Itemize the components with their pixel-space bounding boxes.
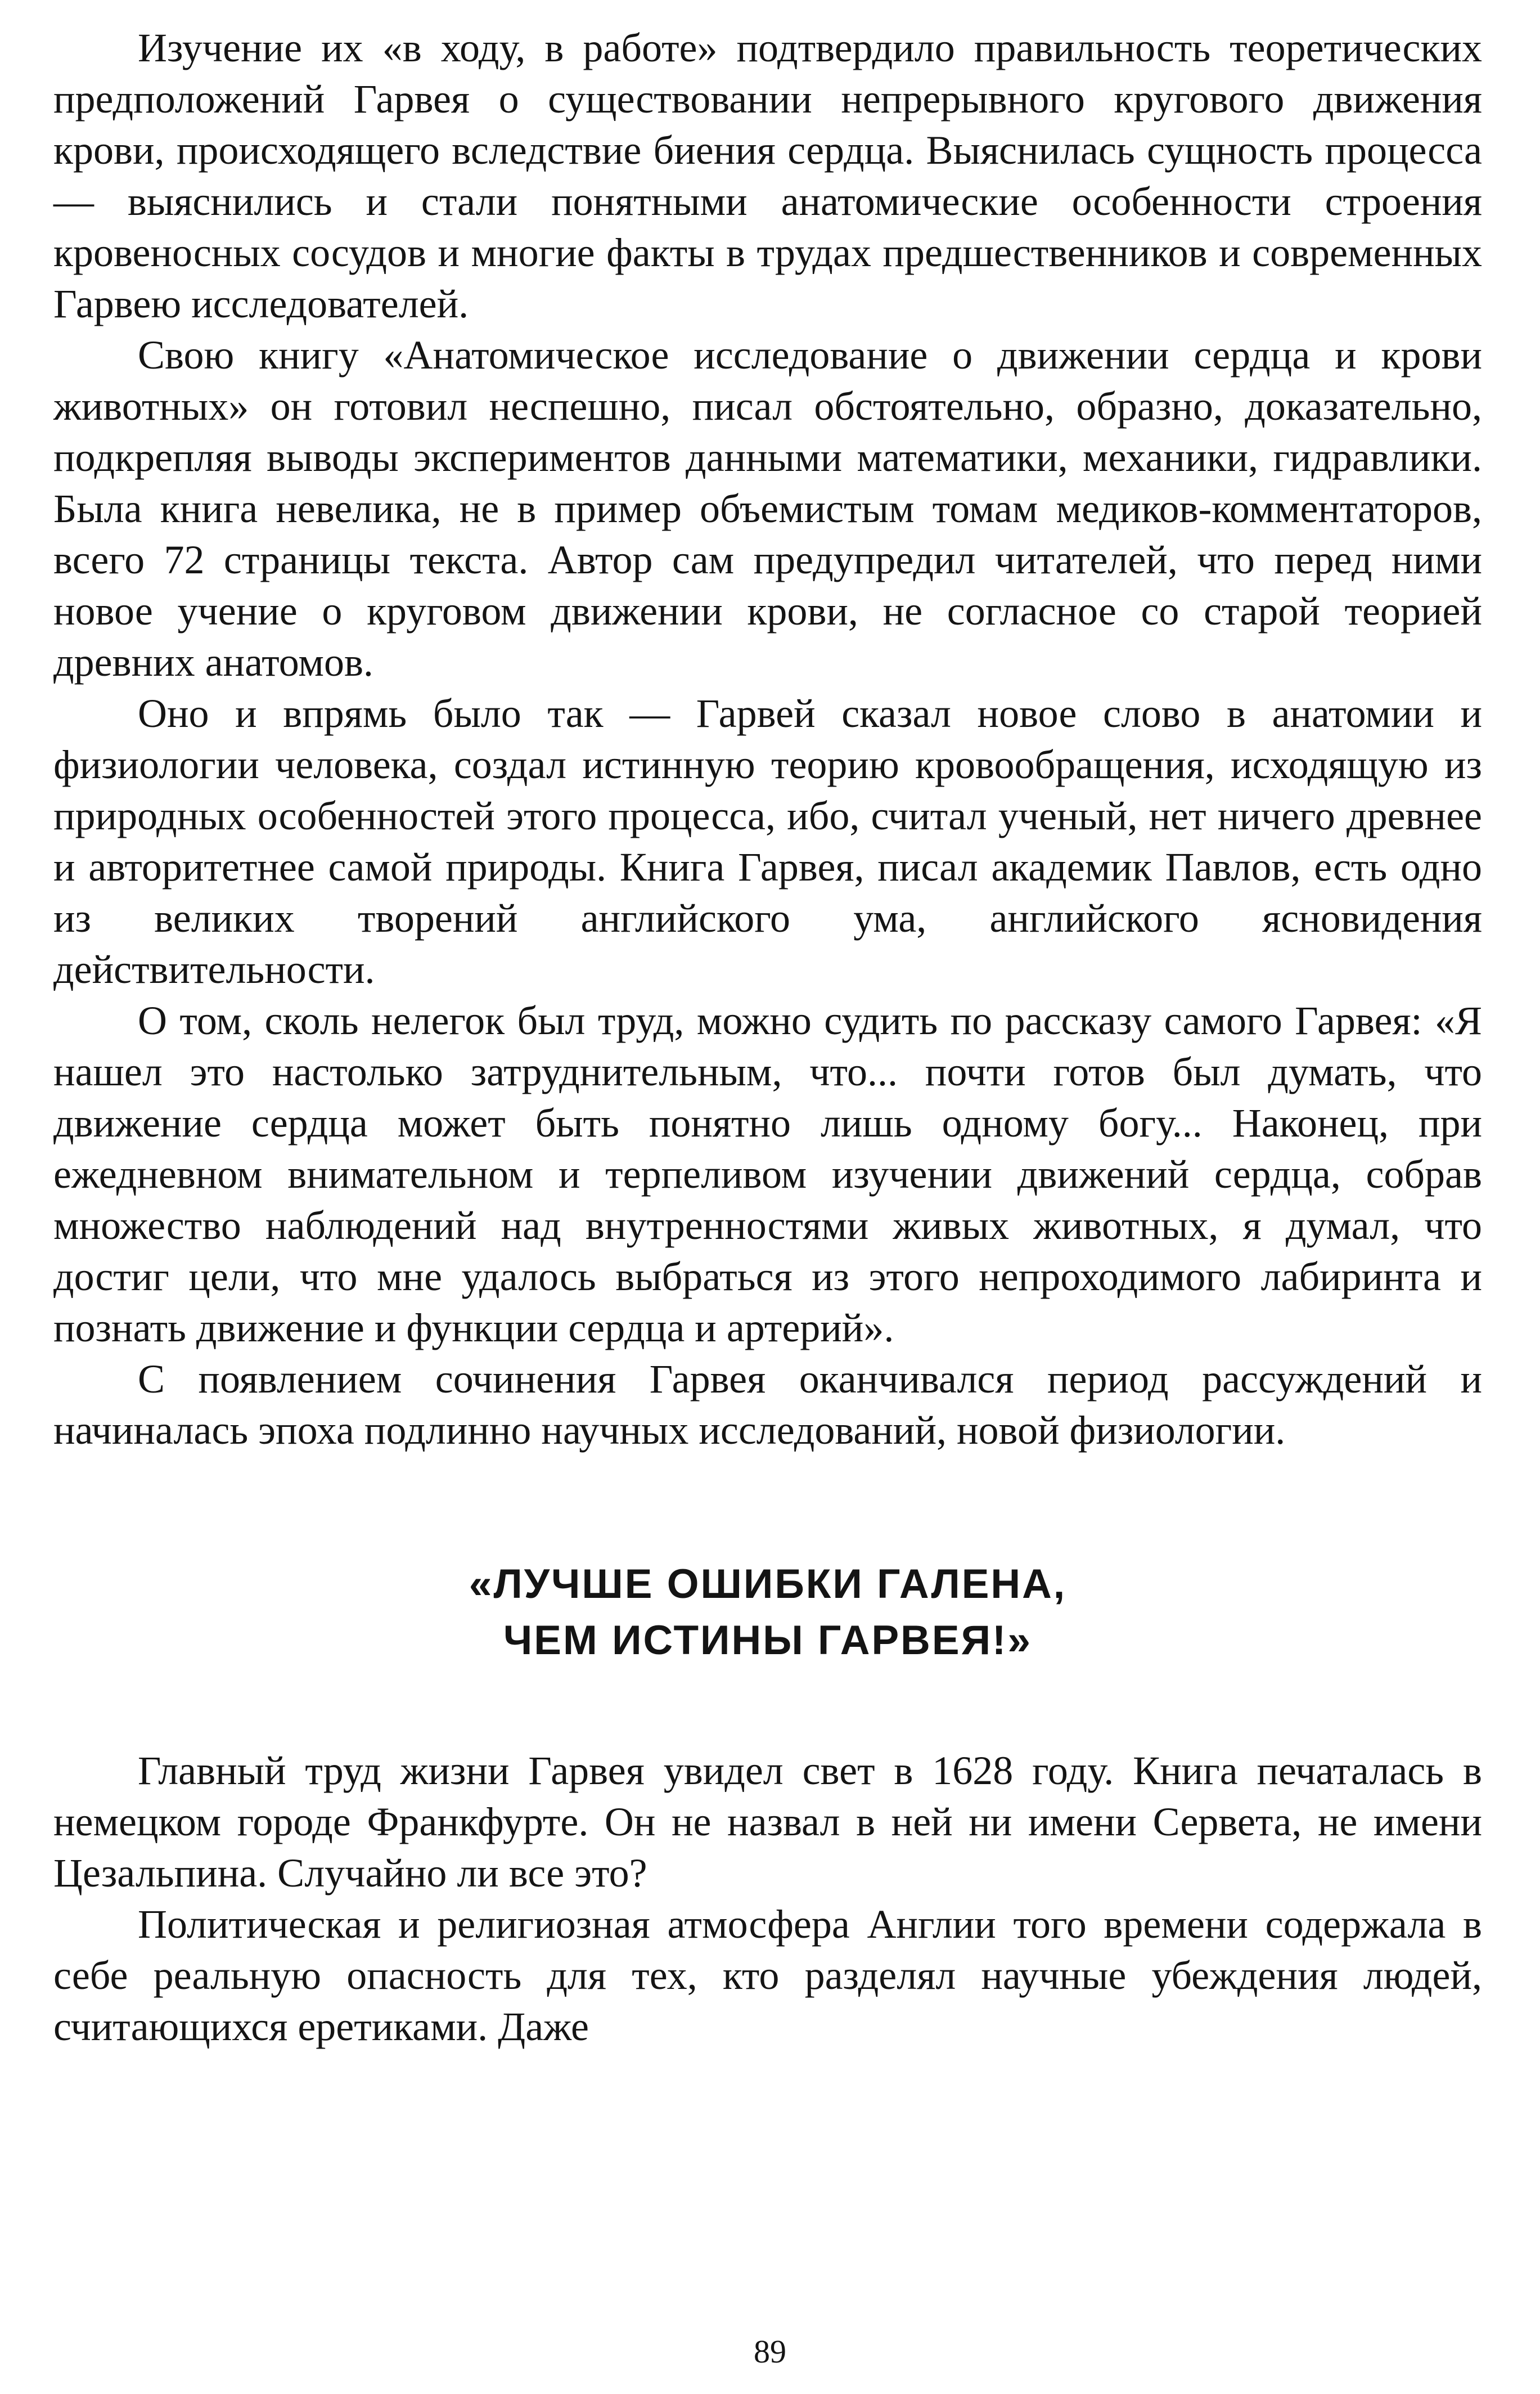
paragraph: Оно и впрямь было так — Гарвей сказал новое слово в анатомии и физиологии человека, создал истинную теорию кровообращения, исходящую из природных особенностей этого процесса, ибо, считал ученый, нет ничего древнее и авторитетнее самой природы. Книга Гарвея, писал академик Павлов, есть одно из великих творений английского ума, английского ясновидения действительности. <box>53 691 1482 992</box>
book-page <box>53 23 1482 2052</box>
paragraph: Свою книгу «Анатомическое исследование о движении сердца и крови животных» он готовил неспешно, писал обстоятельно, образно, доказательно, подкрепляя выводы экспериментов данными математики, механики, гидравлики. Была книга невелика, не в пример объемистым томам медиков-комментаторов, всего 72 страницы текста. Автор сам предупредил читателей, что перед ними новое учение о круговом движении крови, не согласное со старой теорией древних анатомов. <box>53 333 1482 685</box>
paragraph: Изучение их «в ходу, в работе» подтвердило правильность теоретических предположений Гарвея о существовании непрерывного кругового движения крови, происходящего вследствие биения сердца. Выяснилась сущность процесса — выяснились и стали понятными анатомические особенности строения кровеносных сосудов и многие факты в трудах предшественников и современных Гарвею исследователей. <box>53 25 1482 326</box>
page-number: 89 <box>754 2333 786 2370</box>
paragraph: Политическая и религиозная атмосфера Англии того времени содержала в себе реальную опасность для тех, кто разделял научные убеждения людей, считающихся еретиками. Даже <box>53 1902 1482 2049</box>
section-heading-line: ЧЕМ ИСТИНЫ ГАРВЕЯ!» <box>503 1618 1032 1663</box>
paragraph: С появлением сочинения Гарвея оканчивался период рассуждений и начиналась эпоха подлинно научных исследований, новой физиологии. <box>53 1357 1482 1453</box>
paragraph: О том, сколь нелегок был труд, можно судить по рассказу самого Гарвея: «Я нашел это настолько затруднительным, что... почти готов был думать, что движение сердца может быть понятно лишь одному богу... Наконец, при ежедневном внимательном и терпеливом изучении движений сердца, собрав множество наблюдений над внутренностями живых животных, я думал, что достиг цели, что мне удалось выбраться из этого непроходимого лабиринта и познать движение и функции сердца и артерий». <box>53 998 1482 1350</box>
section-heading-line: «ЛУЧШЕ ОШИБКИ ГАЛЕНА, <box>469 1561 1067 1607</box>
section-heading <box>53 1556 1482 1669</box>
paragraph: Главный труд жизни Гарвея увидел свет в 1628 году. Книга печаталась в немецком городе Франкфурте. Он не назвал в ней ни имени Сервета, не имени Цезальпина. Случайно ли все это? <box>53 1748 1482 1896</box>
